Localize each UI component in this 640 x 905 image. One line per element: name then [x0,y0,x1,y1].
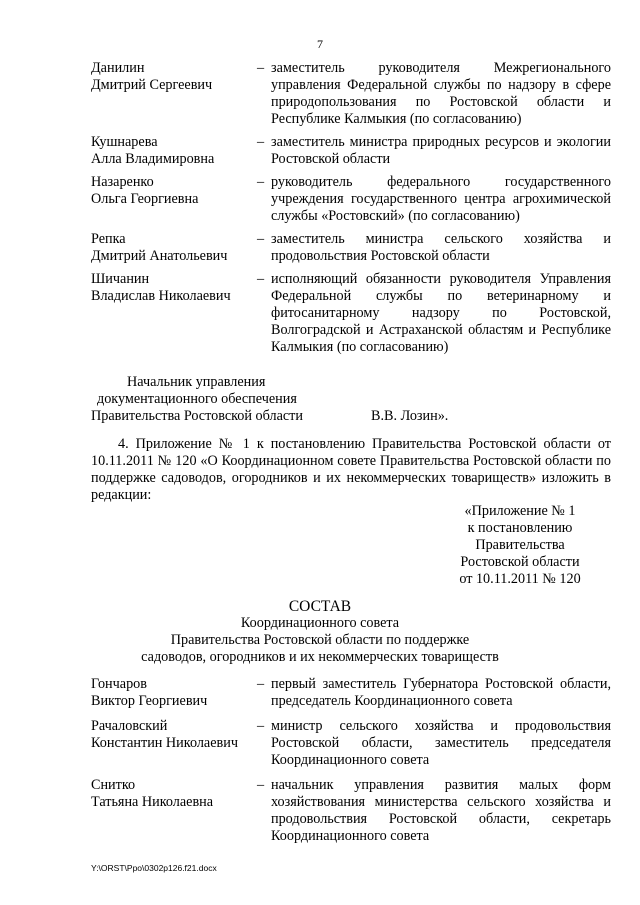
member-given-names: Владислав Николаевич [91,288,231,304]
dash: – [257,134,265,150]
members-list-bottom [91,676,611,845]
member-surname: Данилин [91,60,145,76]
dash: – [257,174,265,190]
member-position: министр сельского хозяйства и продовольствия Ростовской области, заместитель председателя Координационного совета [271,718,611,768]
title-line: Правительства Ростовской области по поддержке [170,632,470,648]
member-name [91,231,257,265]
member-surname: Гончаров [91,676,147,692]
member-surname: Рачаловский [91,718,168,734]
title-line: Координационного совета [240,615,400,631]
member-row [91,134,611,168]
title-line: садоводов, огородников и их некоммерческих товариществ [141,649,499,665]
dash: – [257,676,265,692]
appendix-header [420,503,620,588]
member-name [91,174,257,225]
dash: – [257,231,265,247]
member-given-names: Алла Владимировна [91,151,215,167]
member-position: начальник управления развития малых форм хозяйствования министерства сельского хозяйства и продовольствия Ростовской области, секретарь Координационного совета [271,777,611,844]
signature-line-1: Начальник управления [127,374,266,390]
page-number: 7 [317,37,323,51]
appendix-line: от 10.11.2011 № 120 [459,571,581,587]
member-name [91,676,257,710]
appendix-line: Правительства [475,537,565,553]
member-name [91,718,257,769]
member-row [91,777,611,845]
member-row [91,231,611,265]
member-position: руководитель федерального государственного учреждения государственного центра агрохимической службы «Ростовский» (по согласованию) [271,174,611,224]
member-given-names: Дмитрий Анатольевич [91,248,228,264]
member-surname: Снитко [91,777,136,793]
signature-org: Правительства Ростовской области [91,408,303,424]
member-name [91,271,257,356]
appendix-line: к постановлению [467,520,573,536]
signer-name: В.В. Лозин». [371,408,449,424]
member-position: заместитель министра природных ресурсов и экологии Ростовской области [271,134,611,167]
title-heading: СОСТАВ [288,598,352,615]
member-row [91,718,611,769]
dash: – [257,271,265,287]
member-surname: Шичанин [91,271,150,287]
member-surname: Назаренко [91,174,154,190]
footer-file-path: Y:\ORST\Ppo\0302p126.f21.docx [91,863,217,873]
member-given-names: Ольга Георгиевна [91,191,199,207]
dash: – [257,718,265,734]
member-name [91,777,257,845]
member-given-names: Дмитрий Сергеевич [91,77,213,93]
member-given-names: Татьяна Николаевна [91,794,214,810]
signature-line-3 [91,408,611,425]
member-name [91,134,257,168]
signature-block [91,374,611,425]
composition-title [0,598,640,666]
member-position: первый заместитель Губернатора Ростовской области, председатель Координационного совета [271,676,611,709]
member-position: заместитель министра сельского хозяйства и продовольствия Ростовской области [271,231,611,264]
signature-line-2: документационного обеспечения [97,391,297,407]
dash: – [257,777,265,793]
member-row [91,271,611,356]
member-row [91,60,611,128]
member-position: исполняющий обязанности руководителя Управления Федеральной службы по ветеринарному и фитосанитарному надзору по Ростовской, Волгоградской и Астраханской областям и Республике Калмыкия (по согласованию) [271,271,611,355]
member-given-names: Виктор Георгиевич [91,693,208,709]
appendix-line: Ростовской области [460,554,580,570]
member-position: заместитель руководителя Межрегионального управления Федеральной службы по надзору в сфере природопользования по Ростовской области и Республике Калмыкия (по согласованию) [271,60,611,127]
dash: – [257,60,265,76]
member-row [91,676,611,710]
members-list-top [91,60,611,356]
paragraph-4: 4. Приложение № 1 к постановлению Правительства Ростовской области от 10.11.2011 № 120 «О Координационном совете Правительства Ростовской области по поддержке садоводов, огородников и их некоммерческих товариществ» изложить в редакции: [91,436,611,503]
appendix-line: «Приложение № 1 [464,503,576,519]
member-surname: Кушнарева [91,134,158,150]
member-name [91,60,257,128]
member-row [91,174,611,225]
member-surname: Репка [91,231,126,247]
member-given-names: Константин Николаевич [91,735,238,751]
